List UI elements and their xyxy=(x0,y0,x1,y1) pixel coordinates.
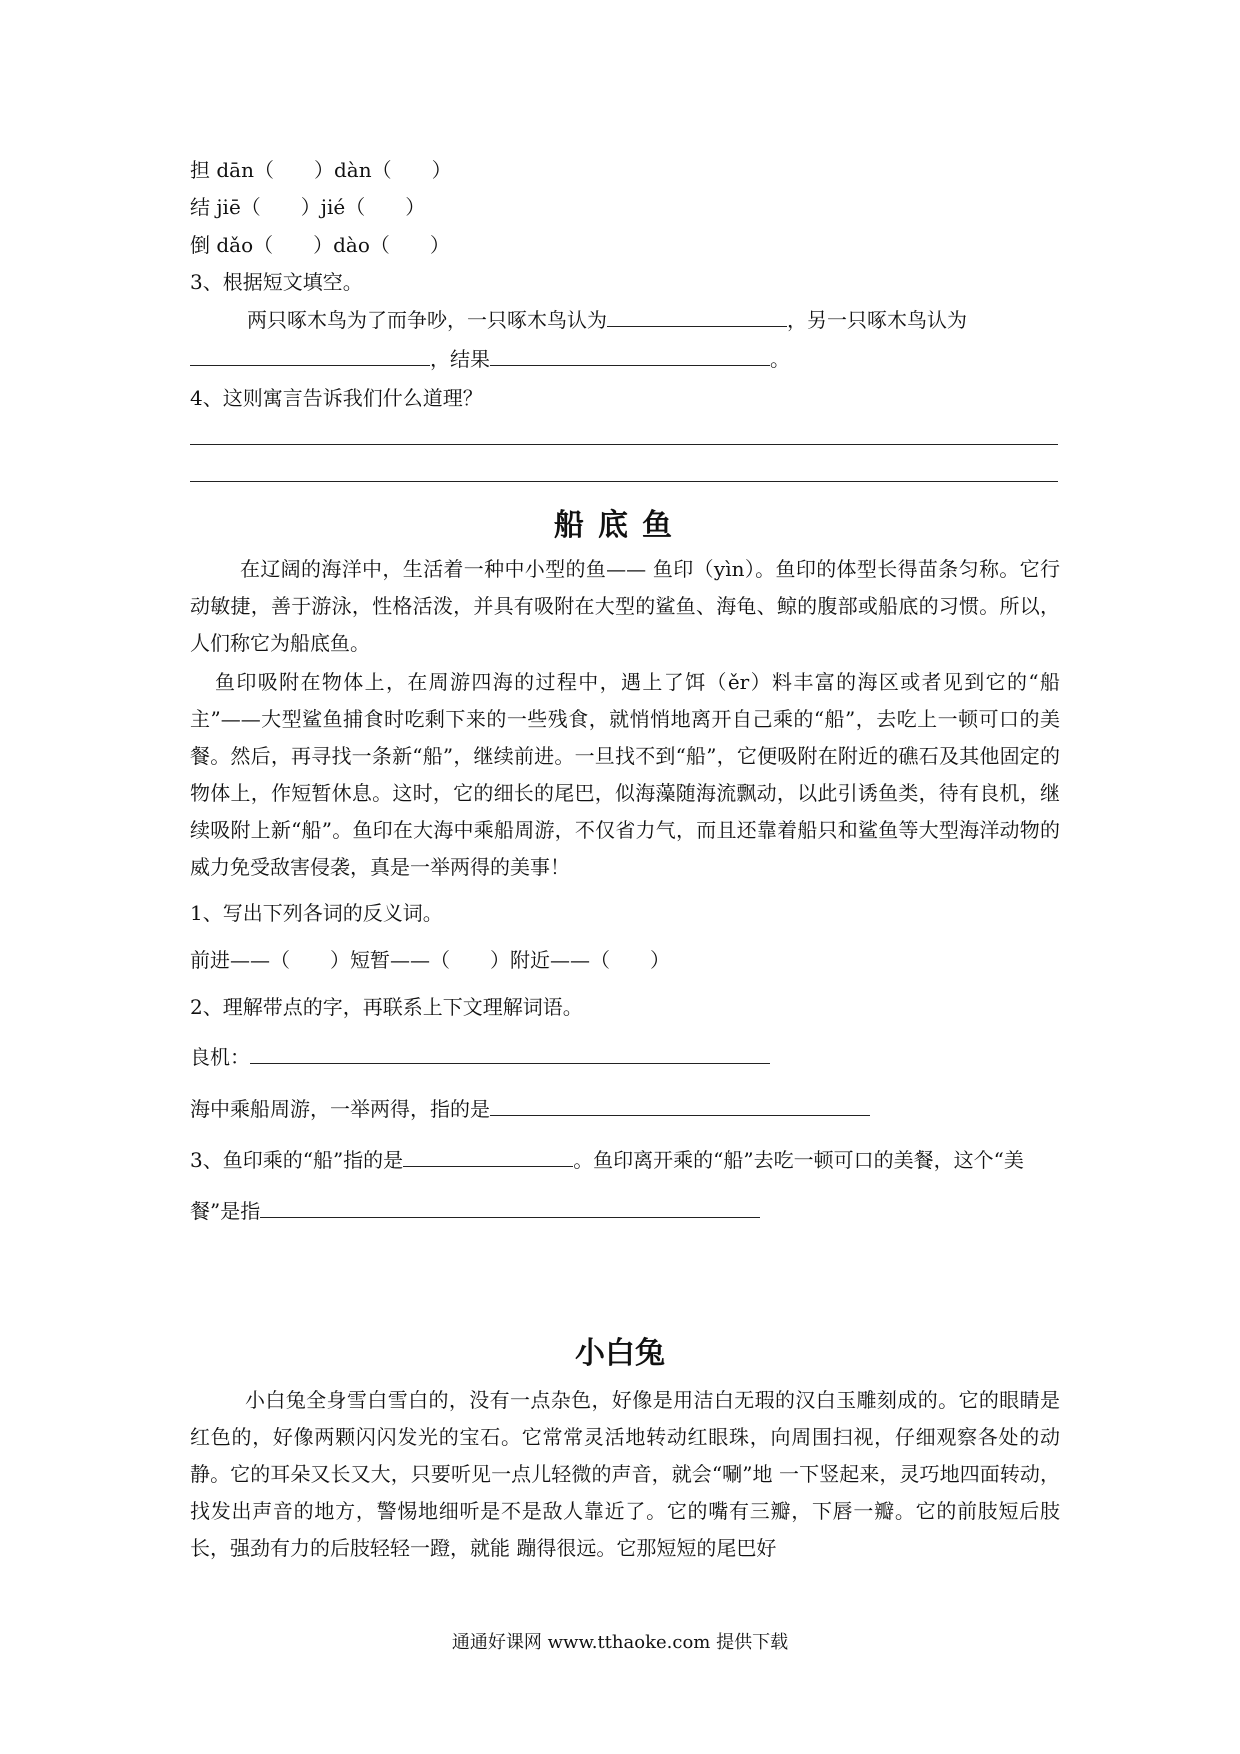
fish-question-1-items: 前进——（ ）短暂——（ ）附近——（ ） xyxy=(190,948,670,972)
fish-paragraph-2: 鱼印吸附在物体上，在周游四海的过程中，遇上了饵（ěr）料丰富的海区或者见到它的“船主”——大型鲨鱼捕食时吃剩下来的一些残食，就悄悄地离开自己乘的“船”，去吃上一顿可口的美餐。然后，再寻找一条新“船”，继续前进。一旦找不到“船”，它便吸附在附近的礁石及其他固定的物体上，作短暂休息。这时，它的细长的尾巴，似海藻随海流飘动，以此引诱鱼类，待有良机，继续吸附上新“船”。鱼印在大海中乘船周游，不仅省力气，而且还靠着船只和鲨鱼等大型海洋动物的威力免受敌害侵袭，真是一举两得的美事！ xyxy=(190,670,1060,879)
q3-text-d: 。 xyxy=(770,347,790,371)
question-4-heading: 4、这则寓言告诉我们什么道理？ xyxy=(190,386,483,410)
fish-q3-blank-2[interactable] xyxy=(260,1197,760,1218)
page-footer: 通通好课网 www.tthaoke.com 提供下载 xyxy=(451,1632,789,1653)
q3-line-2 xyxy=(190,345,790,373)
question-3-heading: 3、根据短文填空。 xyxy=(190,270,363,294)
fish-q2-blank-1[interactable] xyxy=(250,1043,770,1064)
fish-q3-line-2 xyxy=(190,1197,760,1225)
fish-q3-text-c: 餐”是指 xyxy=(190,1199,261,1223)
article-title-fish: 船底鱼 xyxy=(554,508,686,543)
article-title-rabbit: 小白兔 xyxy=(575,1336,665,1371)
fish-question-2: 2、理解带点的字，再联系上下文理解词语。 xyxy=(190,995,583,1019)
q3-text-a: 两只啄木鸟为了而争吵，一只啄木鸟认为 xyxy=(247,308,607,332)
q3-line-1 xyxy=(247,306,967,334)
q3-blank-1[interactable] xyxy=(607,306,787,327)
q3-text-b: ，另一只啄木鸟认为 xyxy=(787,308,967,332)
fish-q3-blank-1[interactable] xyxy=(403,1146,573,1167)
pinyin-row-dan: 担 dān（ ）dàn（ ） xyxy=(190,158,452,182)
fish-q3-text-a: 3、鱼印乘的“船”指的是 xyxy=(190,1148,404,1172)
answer-line-1[interactable] xyxy=(190,444,1058,445)
q3-blank-2[interactable] xyxy=(190,345,430,366)
fish-q3-text-b: 。鱼印离开乘的“船”去吃一顿可口的美餐，这个“美 xyxy=(573,1148,1024,1172)
fish-q3-line-1 xyxy=(190,1146,1024,1174)
fish-q2-label-1: 良机： xyxy=(190,1045,250,1069)
fish-question-1: 1、写出下列各词的反义词。 xyxy=(190,901,443,925)
answer-line-2[interactable] xyxy=(190,481,1058,482)
fish-q2-line-1 xyxy=(190,1043,770,1071)
fish-q2-label-2: 海中乘船周游，一举两得，指的是 xyxy=(190,1097,490,1121)
q3-text-c: ，结果 xyxy=(430,347,490,371)
pinyin-row-dao: 倒 dǎo（ ）dào（ ） xyxy=(190,233,450,257)
q3-blank-3[interactable] xyxy=(490,345,770,366)
fish-paragraph-1: 在辽阔的海洋中，生活着一种中小型的鱼—— 鱼印（yìn）。鱼印的体型长得苗条匀称。它行动敏捷，善于游泳，性格活泼，并具有吸附在大型的鲨鱼、海龟、鲸的腹部或船底的习惯。所以，人们称它为船底鱼。 xyxy=(190,557,1060,655)
fish-q2-blank-2[interactable] xyxy=(490,1095,870,1116)
fish-q2-line-2 xyxy=(190,1095,870,1123)
pinyin-row-jie: 结 jiē（ ）jié（ ） xyxy=(190,195,426,219)
rabbit-paragraph: 小白兔全身雪白雪白的，没有一点杂色，好像是用洁白无瑕的汉白玉雕刻成的。它的眼睛是红色的，好像两颗闪闪发光的宝石。它常常灵活地转动红眼珠，向周围扫视，仔细观察各处的动静。它的耳朵又长又大，只要听见一点儿轻微的声音，就会“唰”地 一下竖起来，灵巧地四面转动，找发出声音的地方，警惕地细听是不是敌人靠近了。它的嘴有三瓣，下唇一瓣。它的前肢短后肢长，强劲有力的后肢轻轻一蹬，就能 蹦得很远。它那短短的尾巴好 xyxy=(190,1388,1060,1560)
